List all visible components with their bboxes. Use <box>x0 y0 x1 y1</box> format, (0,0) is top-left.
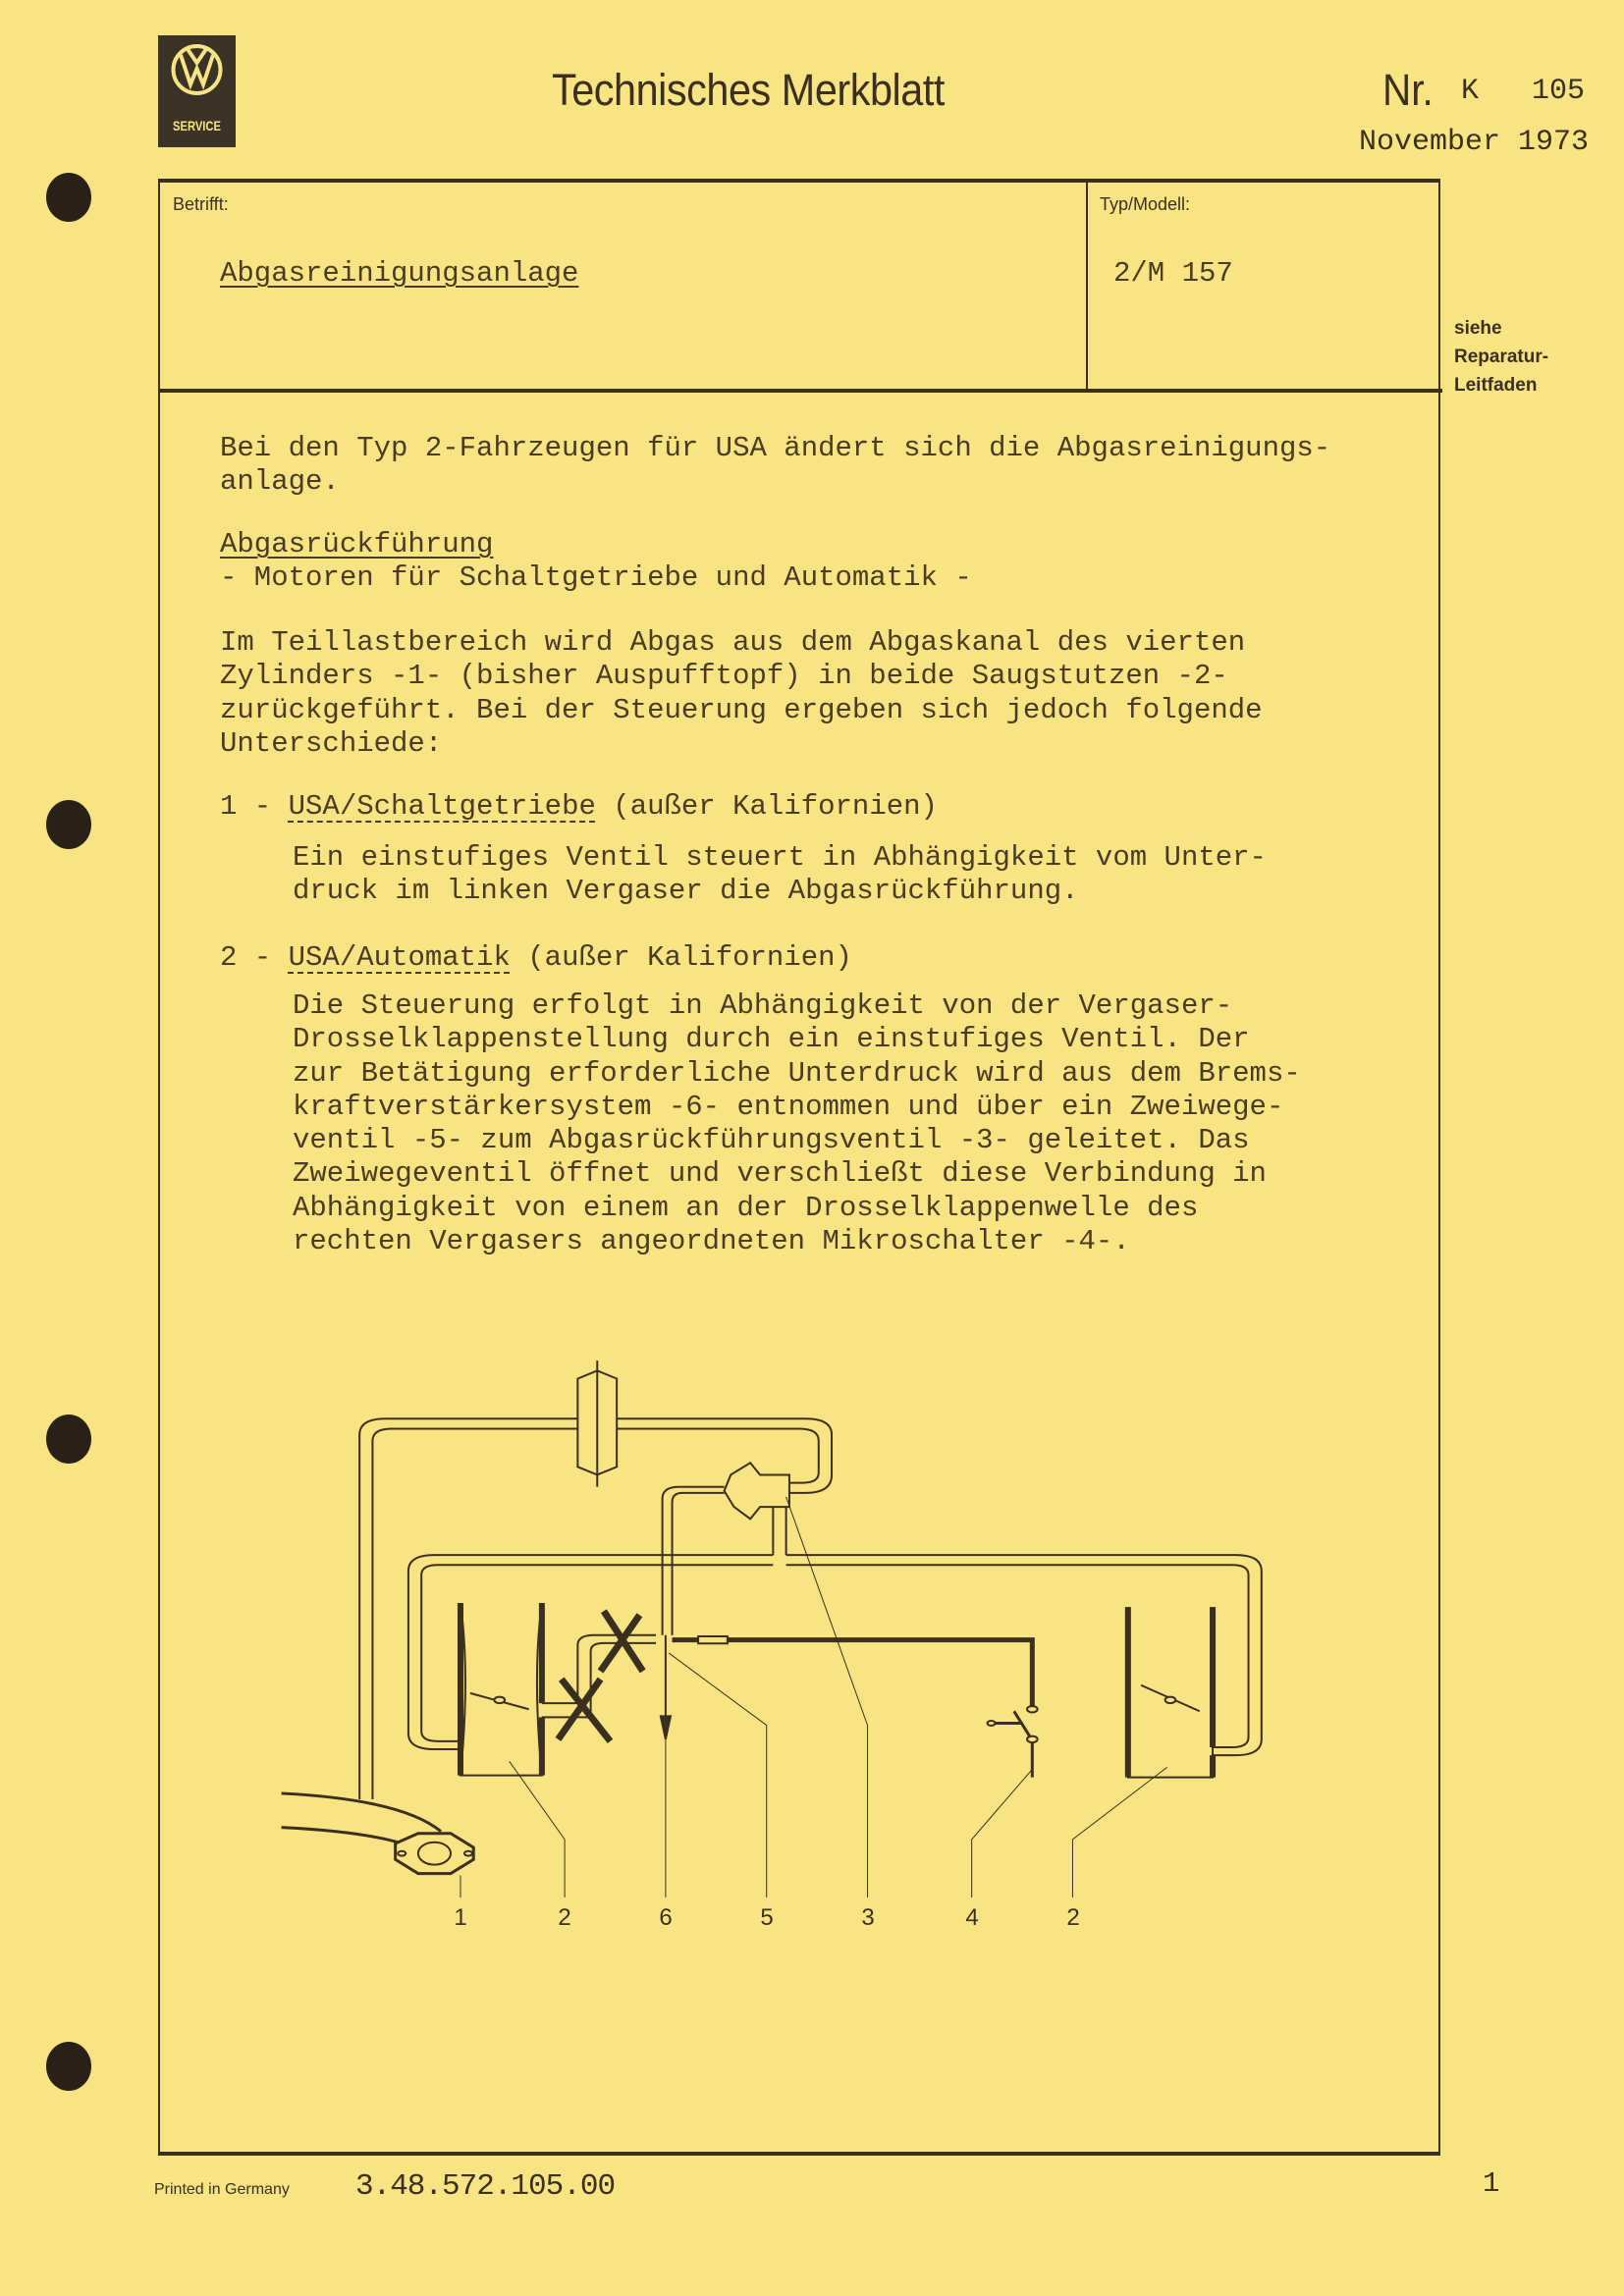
item-2-heading <box>220 941 852 975</box>
callout-label: 4 <box>965 1904 979 1931</box>
punch-hole <box>46 2042 91 2091</box>
side-note <box>1454 314 1548 400</box>
punch-hole <box>46 800 91 849</box>
text-line: Ein einstufiges Ventil steuert in Abhängigkeit vom Unter- <box>293 841 1267 874</box>
punch-hole <box>46 173 91 222</box>
item-1-heading <box>220 790 938 824</box>
typ-value: 2/M 157 <box>1113 257 1233 290</box>
text-line: druck im linken Vergaser die Abgasrückführung. <box>293 875 1079 908</box>
betrifft-value: Abgasreinigungsanlage <box>220 257 579 290</box>
callout-label: 3 <box>861 1904 875 1931</box>
item-suffix: (außer Kalifornien) <box>510 941 852 974</box>
vw-service-logo <box>158 35 236 147</box>
printed-in-germany: Printed in Germany <box>154 2181 290 2198</box>
text-line: Im Teillastbereich wird Abgas aus dem Abgaskanal des vierten <box>220 626 1246 659</box>
callout-label: 6 <box>659 1904 673 1931</box>
nr-label: Nr. <box>1382 65 1434 115</box>
side-note-line: Reparatur- <box>1454 347 1549 367</box>
item-1-text <box>293 841 1267 909</box>
diagram-labels <box>265 1355 1286 1983</box>
document-number: K 105 <box>1461 75 1586 108</box>
item-title: USA/Schaltgetriebe <box>288 790 596 823</box>
section-heading <box>220 528 972 596</box>
text-line: Zylinders -1- (bisher Auspufftopf) in beide Saugstutzen -2- <box>220 660 1228 693</box>
callout-label: 2 <box>1066 1904 1080 1931</box>
betrifft-label: Betrifft: <box>173 194 229 214</box>
text-line: anlage. <box>220 465 340 499</box>
text-line: Abhängigkeit von einem an der Drosselklappenwelle des <box>293 1191 1199 1224</box>
text-line: rechten Vergasers angeordneten Mikroschalter -4-. <box>293 1225 1130 1258</box>
section-title: Abgasrückführung <box>220 528 494 561</box>
text-line: zur Betätigung erforderliche Unterdruck wird aus dem Brems- <box>293 1056 1301 1090</box>
document-date: November 1973 <box>1359 126 1590 159</box>
text-line: kraftverstärkersystem -6- entnommen und über ein Zweiwege- <box>293 1090 1284 1123</box>
text-line: Zweiwegeventil öffnet und verschließt diese Verbindung in <box>293 1157 1267 1191</box>
intro-paragraph <box>220 432 1330 500</box>
callout-label: 1 <box>454 1904 467 1931</box>
page-number: 1 <box>1483 2167 1500 2200</box>
side-note-line: siehe <box>1454 318 1502 339</box>
text-line: Drosselklappenstellung durch ein einstufiges Ventil. Der <box>293 1023 1250 1056</box>
item-title: USA/Automatik <box>288 941 511 974</box>
item-number: 2 - <box>220 941 289 974</box>
item-2-text <box>293 989 1301 1258</box>
typ-label: Typ/Modell: <box>1100 194 1191 214</box>
callout-label: 5 <box>760 1904 774 1931</box>
item-number: 1 - <box>220 790 289 823</box>
logo-text: SERVICE <box>173 118 221 133</box>
text-line: Unterschiede: <box>220 726 443 760</box>
document-title: Technisches Merkblatt <box>552 65 945 115</box>
section-subtitle: - Motoren für Schaltgetriebe und Automatik - <box>220 561 972 595</box>
header-divider <box>158 389 1442 393</box>
text-line: Bei den Typ 2-Fahrzeugen für USA ändert sich die Abgasreinigungs- <box>220 432 1331 464</box>
callout-label: 2 <box>558 1904 571 1931</box>
punch-hole <box>46 1415 91 1464</box>
text-line: ventil -5- zum Abgasrückführungsventil -3- geleitet. Das <box>293 1124 1250 1157</box>
side-note-line: Leitfaden <box>1454 375 1538 396</box>
form-code: 3.48.572.105.00 <box>355 2169 616 2204</box>
text-line: zurückgeführt. Bei der Steuerung ergeben sich jedoch folgende <box>220 693 1263 726</box>
text-line: Die Steuerung erfolgt in Abhängigkeit von der Vergaser- <box>293 989 1233 1022</box>
main-paragraph <box>220 626 1263 761</box>
column-divider <box>1086 179 1088 391</box>
item-suffix: (außer Kalifornien) <box>595 790 938 823</box>
